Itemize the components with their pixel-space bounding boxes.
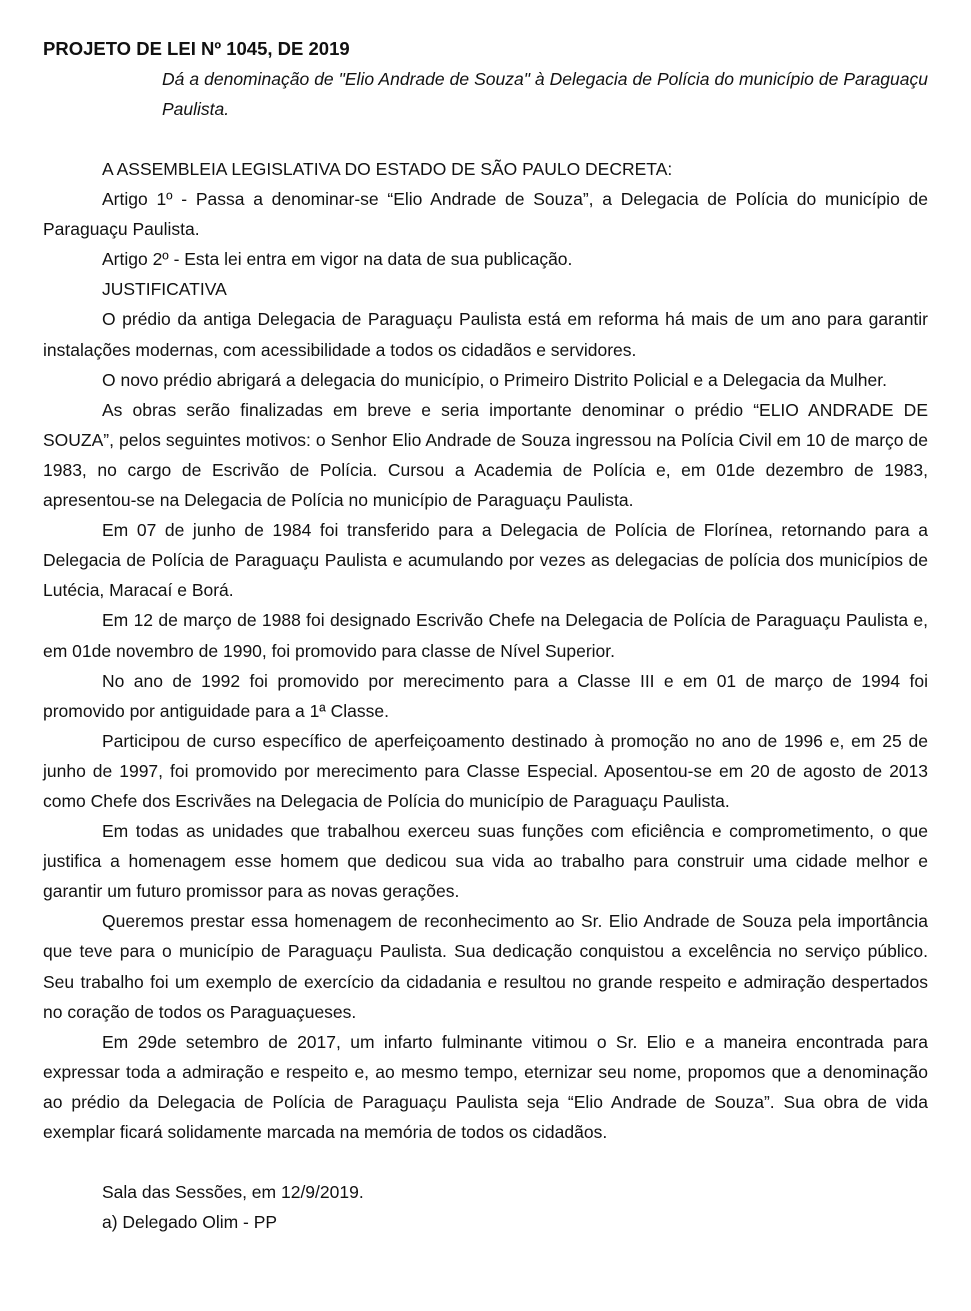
bill-title: PROJETO DE LEI Nº 1045, DE 2019 bbox=[43, 38, 350, 59]
bill-summary: Dá a denominação de "Elio Andrade de Souza" à Delegacia de Polícia do município de Paraguaçu Paulista. bbox=[162, 69, 928, 119]
justification-paragraph: Em 29de setembro de 2017, um infarto fulminante vitimou o Sr. Elio e a maneira encontrada para expressar toda a admiração e respeito e, ao mesmo tempo, eternizar seu nome, propomos que a denominação ao prédio da Delegacia de Polícia de Paraguaçu Paulista seja “Elio Andrade de Souza”. Sua obra de vida exemplar ficará solidamente marcada na memória de todos os cidadãos. bbox=[43, 1031, 928, 1142]
justification-paragraph: Queremos prestar essa homenagem de reconhecimento ao Sr. Elio Andrade de Souza pela importância que teve para o município de Paraguaçu Paulista. Sua dedicação conquistou a excelência no serviço público. Seu trabalho foi um exemplo de exercício da cidadania e resultou no grande respeito e admiração despertados no coração de todos os Paraguaçueses. bbox=[43, 911, 928, 1022]
article-2: Artigo 2º - Esta lei entra em vigor na data de sua publicação. bbox=[102, 249, 573, 270]
decree-heading: A ASSEMBLEIA LEGISLATIVA DO ESTADO DE SÃO PAULO DECRETA: bbox=[102, 159, 673, 179]
signature: a) Delegado Olim - PP bbox=[102, 1212, 278, 1233]
article-1: Artigo 1º - Passa a denominar-se “Elio Andrade de Souza”, a Delegacia de Polícia do município de Paraguaçu Paulista. bbox=[43, 189, 928, 240]
document-page bbox=[43, 34, 928, 1237]
justification-paragraph: No ano de 1992 foi promovido por merecimento para a Classe III e em 01 de março de 1994 foi promovido por antiguidade para a 1ª Classe. bbox=[43, 670, 928, 721]
spacer bbox=[43, 124, 928, 154]
justification-heading: JUSTIFICATIVA bbox=[102, 279, 227, 300]
justification-paragraph: Em 07 de junho de 1984 foi transferido para a Delegacia de Polícia de Florínea, retornando para a Delegacia de Polícia de Paraguaçu Paulista e acumulando por vezes as delegacias de polícia dos municípios de Lutécia, Maracaí e Borá. bbox=[43, 520, 928, 601]
justification-paragraph: Em todas as unidades que trabalhou exerceu suas funções com eficiência e comprometimento, o que justifica a homenagem esse homem que dedicou sua vida ao trabalho para construir uma cidade melhor e garantir um futuro promissor para as novas gerações. bbox=[43, 821, 928, 902]
justification-paragraph: Participou de curso específico de aperfeiçoamento destinado à promoção no ano de 1996 e, em 25 de junho de 1997, foi promovido por merecimento para Classe Especial. Aposentou-se em 20 de agosto de 2013 como Chefe dos Escrivães na Delegacia de Polícia do município de Paraguaçu Paulista. bbox=[43, 730, 928, 811]
justification-paragraph: O novo prédio abrigará a delegacia do município, o Primeiro Distrito Policial e a Delegacia da Mulher. bbox=[102, 369, 887, 390]
session-date: Sala das Sessões, em 12/9/2019. bbox=[102, 1182, 364, 1203]
justification-paragraph: Em 12 de março de 1988 foi designado Escrivão Chefe na Delegacia de Polícia de Paraguaçu Paulista e, em 01de novembro de 1990, foi promovido para classe de Nível Superior. bbox=[43, 610, 928, 661]
spacer bbox=[43, 1147, 928, 1177]
justification-paragraph: As obras serão finalizadas em breve e seria importante denominar o prédio “ELIO ANDRADE DE SOUZA”, pelos seguintes motivos: o Senhor Elio Andrade de Souza ingressou na Polícia Civil em 10 de março de 1983, no cargo de Escrivão de Polícia. Cursou a Academia de Polícia e, em 01de dezembro de 1983, apresentou-se na Delegacia de Polícia no município de Paraguaçu Paulista. bbox=[43, 399, 928, 511]
justification-paragraph: O prédio da antiga Delegacia de Paraguaçu Paulista está em reforma há mais de um ano para garantir instalações modernas, com acessibilidade a todos os cidadãos e servidores. bbox=[43, 309, 928, 360]
